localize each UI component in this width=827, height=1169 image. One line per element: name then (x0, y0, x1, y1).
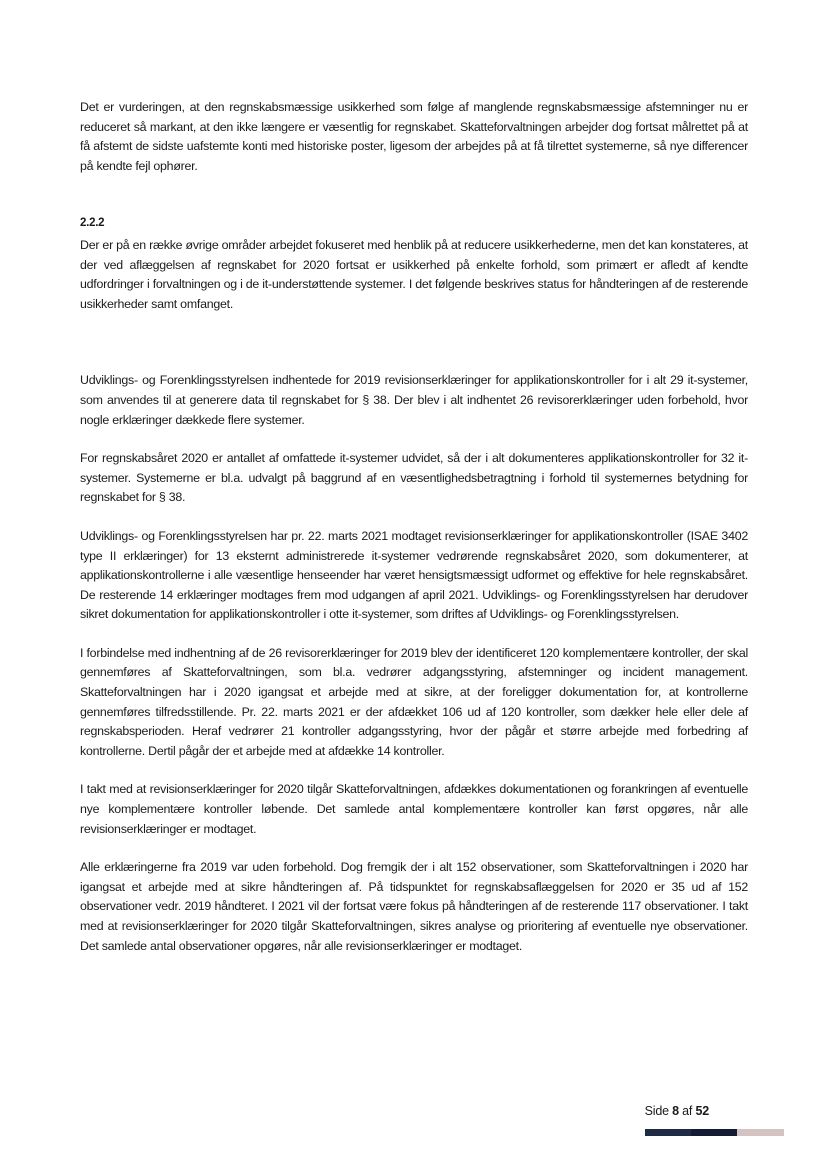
page-prefix: Side (644, 1104, 673, 1118)
paragraph-complementary-controls: I forbindelse med indhentning af de 26 revisorerklæringer for 2019 blev der identificeret 120 komplementære kontroller, der skal gennemføres af Skatteforvaltningen, som bl.a. vedrører adgangsstyring, afstemninger og incident management. Skatteforvaltningen har i 2020 igangsat et arbejde med at sikre, at der foreligger dokumentation for, at kontrollerne gennemføres tilfredsstillende. Pr. 22. marts 2021 er der afdækket 106 ud af 120 kontroller, som dækker hele eller dele af regnskabsperioden. Heraf vedrører 21 kontroller adgangsstyring, hvor der pågår et større arbejde med forbedring af kontrollerne. Dertil pågår der et arbejde med at afdække 14 kontroller. (80, 645, 748, 758)
page-number (645, 1104, 709, 1118)
paragraph-2020-systems: For regnskabsåret 2020 er antallet af omfattede it-systemer udvidet, så der i alt dokumenteres applikationskontroller for 32 it-systemer. Systemerne er bl.a. udvalgt på baggrund af en væsentlighedsbetragtning i forhold til systemernes betydning for regnskabet for § 38. (80, 451, 748, 505)
page-current: 8 (672, 1104, 679, 1118)
paragraph-isae-declarations: Udviklings- og Forenklingsstyrelsen har pr. 22. marts 2021 modtaget revisionserklæringer for applikationskontroller (ISAE 3402 type II erklæringer) for 13 eksternt administrerede it-systemer vedrørende regnskabsåret 2020, som dokumenterer, at applikationskontrollerne i alle væsentlige henseender har været hensigtsmæssigt udformet og effektive for hele regnskabsåret. De resterende 14 erklæringer modtages frem mod udgangen af april 2021. Udviklings- og Forenklingsstyrelsen har derudover sikret dokumentation for applikationskontroller i otte it-systemer, som driftes af Udviklings- og Forenklingsstyrelsen. (80, 528, 748, 622)
page-total: 52 (695, 1104, 709, 1118)
paragraph-reconciliation: Det er vurderingen, at den regnskabsmæssige usikkerhed som følge af manglende regnskabsmæssige afstemninger nu er reduceret så markant, at den ikke længere er væsentlig for regnskabet. Skatteforvaltningen arbejder dog fortsat målrettet på at få afstemt de sidste uafstemte konti med historiske poster, ligesom der arbejdes på at få tilrettet systemerne, så nye differencer på kendte fejl ophører. (80, 100, 748, 173)
document-body (80, 98, 748, 956)
paragraph-new-controls: I takt med at revisionserklæringer for 2020 tilgår Skatteforvaltningen, afdækkes dokumentationen og forankringen af eventuelle nye komplementære kontroller løbende. Det samlede antal komplementære kontroller kan først opgøres, når alle revisionserklæringer er modtaget. (80, 782, 748, 836)
footer-bar-pink (737, 1129, 784, 1136)
paragraph-2019-declarations: Udviklings- og Forenklingsstyrelsen indhentede for 2019 revisionserklæringer for applikationskontroller for i alt 29 it-systemer, som anvendes til at generere data til regnskabet for § 38. Der blev i alt indhentet 26 revisorerklæringer uden forbehold, hvor nogle erklæringer dækkede flere systemer. (80, 373, 748, 427)
section-number: 2.2.2 (80, 217, 105, 230)
paragraph-uncertainties: Der er på en række øvrige områder arbejdet fokuseret med henblik på at reducere usikkerhederne, men det kan konstateres, at der ved aflæggelsen af regnskabet for 2020 fortsat er usikkerhed på enkelte forhold, som primært er afledt af kendte udfordringer i forvaltningen og i de it-understøttende systemer. I det følgende beskrives status for håndteringen af de resterende usikkerheder samt omfanget. (80, 237, 748, 311)
page-separator: af (678, 1104, 696, 1118)
paragraph-observations: Alle erklæringerne fra 2019 var uden forbehold. Dog fremgik der i alt 152 observationer, som Skatteforvaltningen i 2020 har igangsat et arbejde med at sikre håndteringen af. På tidspunktet for regnskabsaflæggelsen for 2020 er 35 ud af 152 observationer vedr. 2019 håndteret. I 2021 vil der fortsat være fokus på håndteringen af de resterende 117 observationer. I takt med at revisionserklæringer for 2020 tilgår Skatteforvaltningen, sikres analyse og prioritering af eventuelle nye observationer. Det samlede antal observationer opgøres, når alle revisionserklæringer er modtaget. (80, 860, 748, 953)
footer-bar-navy (645, 1129, 691, 1136)
footer-bar-dark (691, 1129, 737, 1136)
